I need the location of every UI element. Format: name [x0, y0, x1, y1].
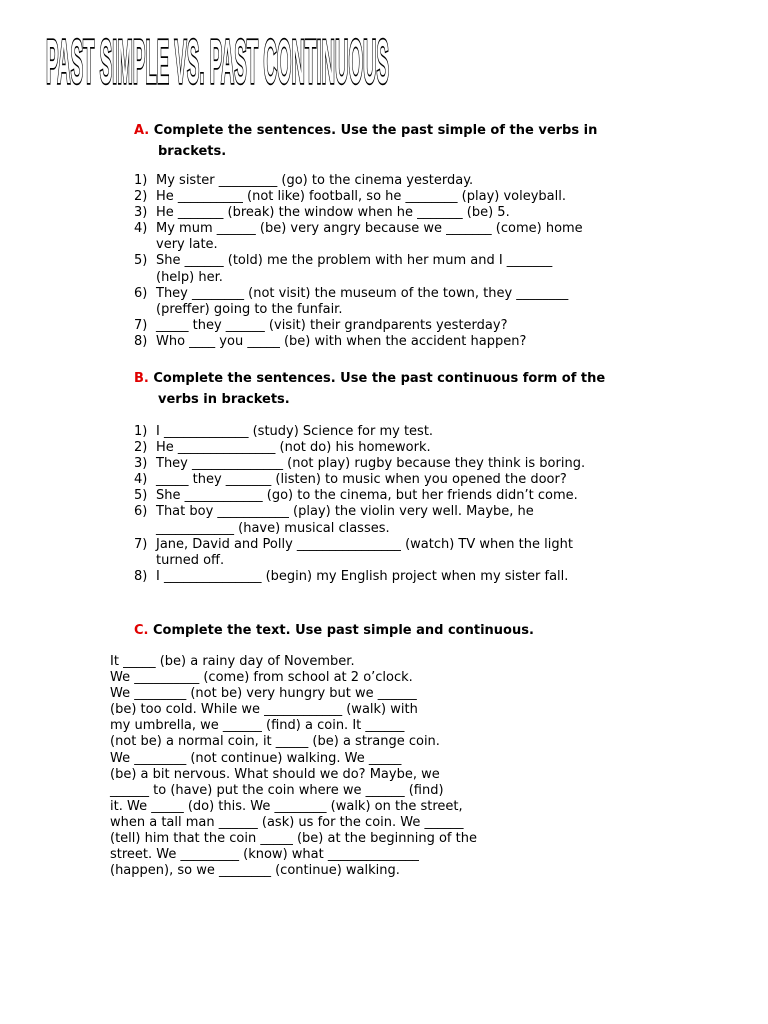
section-a-exercise-list — [134, 173, 674, 350]
section-a-instruction-line2: brackets. — [158, 144, 227, 159]
section-b-instruction-line2: verbs in brackets. — [158, 392, 290, 407]
story-line: street. We _________ (know) what ______________ — [110, 847, 419, 863]
section-a-item-number: 5) — [134, 253, 148, 269]
section-c-story-text — [110, 654, 550, 879]
section-a-item — [134, 334, 674, 350]
section-b-item-number: 1) — [134, 424, 148, 439]
section-a-item-line: She ______ (told) me the problem with her mum and I _______ — [156, 253, 553, 269]
section-b-item-number: 5) — [134, 488, 148, 504]
section-b-item-number: 3) — [134, 456, 148, 472]
story-line: We ________ (not continue) walking. We _____ — [110, 750, 402, 766]
story-line: (be) too cold. While we ____________ (walk) with — [110, 702, 418, 718]
section-a-item-number: 3) — [134, 205, 148, 221]
section-a-item-line: Who ____ you _____ (be) with when the accident happen? — [156, 333, 527, 349]
section-a-item — [134, 318, 674, 334]
section-a-item-line: (preffer) going to the funfair. — [156, 301, 343, 317]
story-line: (tell) him that the coin _____ (be) at the beginning of the — [110, 831, 477, 847]
section-a-heading — [134, 120, 654, 162]
section-a-item-line: He _______ (break) the window when he _______ (be) 5. — [156, 205, 510, 221]
section-b-item-line: He _______________ (not do) his homework. — [156, 440, 431, 456]
section-a-item-number: 4) — [134, 221, 148, 237]
section-b-item-line: Jane, David and Polly ________________ (watch) TV when the light — [156, 536, 573, 552]
section-b-heading — [134, 368, 654, 410]
section-a-item-number: 8) — [134, 333, 148, 349]
story-line: We ________ (not be) very hungry but we ______ — [110, 686, 417, 702]
section-a-item-line: _____ they ______ (visit) their grandparents yesterday? — [156, 317, 508, 333]
section-b-item-line: turned off. — [156, 552, 225, 568]
section-b-exercise-list — [134, 424, 674, 585]
section-a-letter: A. — [134, 123, 150, 138]
section-a-item-number: 7) — [134, 317, 148, 333]
story-line: (happen), so we ________ (continue) walking. — [110, 863, 400, 879]
section-a-item-line: They ________ (not visit) the museum of the town, they ________ — [156, 285, 569, 301]
section-c-heading — [134, 620, 654, 641]
section-b-item-number: 6) — [134, 504, 148, 520]
story-line: my umbrella, we ______ (find) a coin. It ______ — [110, 718, 405, 734]
story-line: (not be) a normal coin, it _____ (be) a strange coin. — [110, 734, 440, 750]
section-a-item-line: (help) her. — [156, 269, 223, 285]
story-line: We __________ (come) from school at 2 o’clock. — [110, 670, 413, 686]
section-a-item — [134, 173, 674, 189]
section-b-letter: B. — [134, 371, 149, 386]
section-b-item-line: _____ they _______ (listen) to music when you opened the door? — [156, 472, 567, 488]
story-line: when a tall man ______ (ask) us for the coin. We ______ — [110, 814, 464, 830]
section-a-item-line: very late. — [156, 237, 218, 253]
story-line: it. We _____ (do) this. We ________ (walk) on the street, — [110, 798, 463, 814]
title-text: PAST SIMPLE VS. PAST CONTINUOUS — [46, 28, 389, 98]
section-b-item — [134, 424, 674, 440]
section-b-item — [134, 440, 674, 456]
section-a-item — [134, 189, 674, 205]
section-b-item-number: 4) — [134, 472, 148, 488]
section-a-item-line: He __________ (not like) football, so he ________ (play) voleyball. — [156, 189, 566, 205]
section-b-item-number: 2) — [134, 440, 148, 456]
section-b-item-line: ____________ (have) musical classes. — [156, 520, 390, 536]
section-a-instruction-line1: Complete the sentences. Use the past simple of the verbs in — [153, 123, 598, 138]
section-b-item — [134, 456, 674, 472]
section-b-item — [134, 472, 674, 488]
section-a-item-number: 2) — [134, 189, 148, 205]
section-b-item-number: 7) — [134, 536, 148, 552]
section-b-item-number: 8) — [134, 568, 148, 584]
section-b-instruction-line1: Complete the sentences. Use the past continuous form of the — [153, 371, 606, 386]
section-a-item-number: 6) — [134, 285, 148, 301]
section-b-item-line: They ______________ (not play) rugby because they think is boring. — [156, 456, 586, 472]
section-a-item — [134, 253, 674, 285]
section-c-instruction-line1: Complete the text. Use past simple and continuous. — [153, 623, 534, 638]
section-b-item — [134, 569, 674, 585]
section-b-item-line: She ____________ (go) to the cinema, but her friends didn’t come. — [156, 488, 578, 504]
section-a-item-line: My sister _________ (go) to the cinema yesterday. — [156, 173, 474, 188]
section-a-item-line: My mum ______ (be) very angry because we _______ (come) home — [156, 221, 583, 237]
section-a-item-number: 1) — [134, 173, 148, 188]
section-b-item — [134, 488, 674, 504]
story-line: (be) a bit nervous. What should we do? Maybe, we — [110, 766, 440, 782]
section-a-item — [134, 286, 674, 318]
section-b-item — [134, 537, 674, 569]
worksheet-title — [46, 20, 391, 98]
story-line: It _____ (be) a rainy day of November. — [110, 654, 355, 669]
section-b-item-line: I _____________ (study) Science for my test. — [156, 424, 434, 439]
section-a-item — [134, 221, 674, 253]
section-c-letter: C. — [134, 623, 149, 638]
section-b-item-line: That boy ___________ (play) the violin very well. Maybe, he — [156, 504, 534, 520]
section-b-item — [134, 504, 674, 536]
section-a-item — [134, 205, 674, 221]
story-line: ______ to (have) put the coin where we ______ (find) — [110, 782, 444, 798]
section-b-item-line: I _______________ (begin) my English project when my sister fall. — [156, 568, 569, 584]
